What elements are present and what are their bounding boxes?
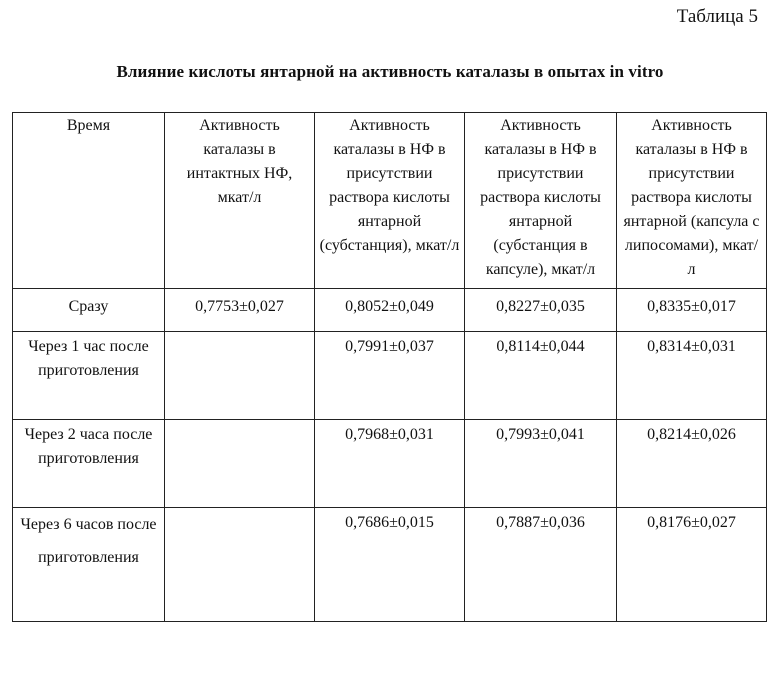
table-caption: Влияние кислоты янтарной на активность каталазы в опытах in vitro: [116, 62, 664, 81]
header-liposome: Активность каталазы в НФ в присутствии раствора кислоты янтарной (капсула с липосомами), мкат/л: [617, 113, 767, 289]
table-row: [13, 332, 767, 420]
table-row: [13, 289, 767, 332]
intact-cell: [165, 420, 315, 508]
capsule-cell: 0,8227±0,035: [465, 289, 617, 332]
liposome-cell: 0,8214±0,026: [617, 420, 767, 508]
substance-cell: 0,7991±0,037: [315, 332, 465, 420]
substance-cell: 0,7686±0,015: [315, 508, 465, 622]
intact-cell: [165, 332, 315, 420]
time-cell: Через 6 часов после приготовления: [13, 508, 165, 622]
time-cell: Через 1 час после приготовления: [13, 332, 165, 420]
table-header-row: [13, 113, 767, 289]
header-substance: Активность каталазы в НФ в присутствии раствора кислоты янтарной (субстанция), мкат/л: [315, 113, 465, 289]
table-number: Таблица 5: [676, 6, 758, 27]
header-capsule: Активность каталазы в НФ в присутствии раствора кислоты янтарной (субстанция в капсуле), мкат/л: [465, 113, 617, 289]
intact-cell: [165, 508, 315, 622]
catalase-activity-table: [12, 112, 767, 622]
liposome-cell: 0,8314±0,031: [617, 332, 767, 420]
table-row: [13, 420, 767, 508]
liposome-cell: 0,8176±0,027: [617, 508, 767, 622]
time-cell: Сразу: [13, 289, 165, 332]
header-intact: Активность каталазы в интактных НФ, мкат/л: [165, 113, 315, 289]
table-row: [13, 508, 767, 622]
capsule-cell: 0,8114±0,044: [465, 332, 617, 420]
capsule-cell: 0,7887±0,036: [465, 508, 617, 622]
header-time: Время: [13, 113, 165, 289]
time-cell: Через 2 часа после приготовления: [13, 420, 165, 508]
substance-cell: 0,7968±0,031: [315, 420, 465, 508]
liposome-cell: 0,8335±0,017: [617, 289, 767, 332]
intact-cell: 0,7753±0,027: [165, 289, 315, 332]
substance-cell: 0,8052±0,049: [315, 289, 465, 332]
capsule-cell: 0,7993±0,041: [465, 420, 617, 508]
